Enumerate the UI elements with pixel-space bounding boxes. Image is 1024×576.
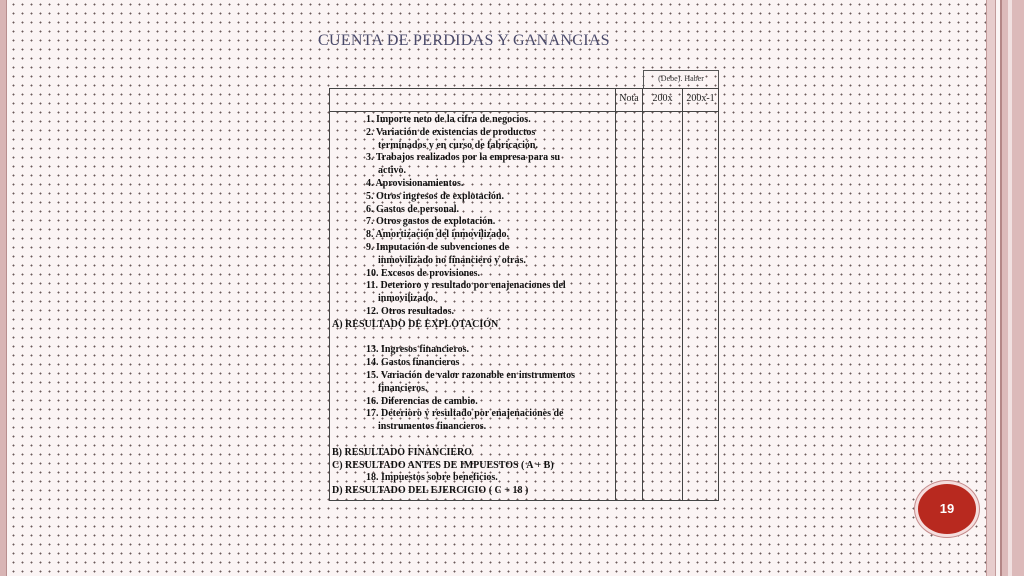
statement-line: 15. Variación de valor razonable en instrumentos [366, 369, 575, 381]
statement-line: C) RESULTADO ANTES DE IMPUESTOS ( A + B) [332, 459, 554, 471]
statement-line: 2. Variación de existencias de productos [366, 126, 536, 138]
statement-line: 10. Excesos de provisiones. [366, 267, 480, 279]
right-border-inner [986, 0, 996, 576]
column-divider [682, 89, 683, 500]
statement-line: 6. Gastos de personal. [366, 203, 460, 215]
statement-line [332, 434, 616, 447]
statement-line: 12. Otros resultados. [366, 305, 454, 317]
statement-line: 5. Otros ingresos de explotación. [366, 190, 504, 202]
right-border-outer [1000, 0, 1024, 576]
statement-line [332, 332, 616, 345]
header-nota: Nota [619, 93, 639, 104]
statement-line: 11. Deterioro y resultado por enajenaciones del [366, 280, 566, 292]
statement-line: 9. Imputación de subvenciones de [366, 241, 510, 253]
slide-number-badge: 19 [915, 481, 979, 537]
right-border-stripe [1008, 0, 1012, 576]
header-year-previous: 200x-1 [686, 93, 715, 104]
statement-line: inmovilizado. [378, 293, 436, 305]
statement-line: instrumentos financieros. [378, 421, 487, 433]
statement-line: B) RESULTADO FINANCIERO [332, 446, 473, 458]
statement-line: 3. Trabajos realizados por la empresa para su [366, 152, 561, 164]
statement-line: 7. Otros gastos de explotación. [366, 216, 496, 228]
statement-line: 1. Importe neto de la cifra de negocios. [366, 114, 531, 125]
statement-line: 4. Aprovisionamientos. [366, 177, 464, 189]
slide-title: CUENTA DE PERDIDAS Y GANANCIAS [318, 32, 610, 49]
column-divider [642, 89, 643, 500]
statement-line: A) RESULTADO DE EXPLOTACIÓN [332, 318, 499, 330]
statement-lines [332, 114, 616, 498]
units-header: (Debe). Haber [643, 70, 719, 89]
statement-line: 18. Impuestos sobre beneficios. [366, 472, 498, 484]
statement-line: financieros. [378, 382, 428, 394]
statement-line: 17. Deterioro y resultado por enajenaciones de [366, 408, 564, 420]
left-border [0, 0, 7, 576]
income-statement-table [329, 88, 719, 501]
statement-line: inmovilizado no financiero y otras. [378, 254, 526, 266]
statement-line: activo. [378, 165, 407, 177]
statement-line: 13. Ingresos financieros. [366, 344, 469, 356]
statement-line: 8. Amortización del inmovilizado. [366, 229, 510, 241]
statement-line: 16. Diferencias de cambio. [366, 395, 478, 407]
statement-line: 14. Gastos financieros [366, 357, 460, 369]
statement-line: D) RESULTADO DEL EJERCICIO ( C + 18 ) [332, 485, 529, 497]
statement-line: terminados y en curso de fabricación. [378, 139, 538, 151]
header-year-current: 200x [652, 93, 673, 104]
